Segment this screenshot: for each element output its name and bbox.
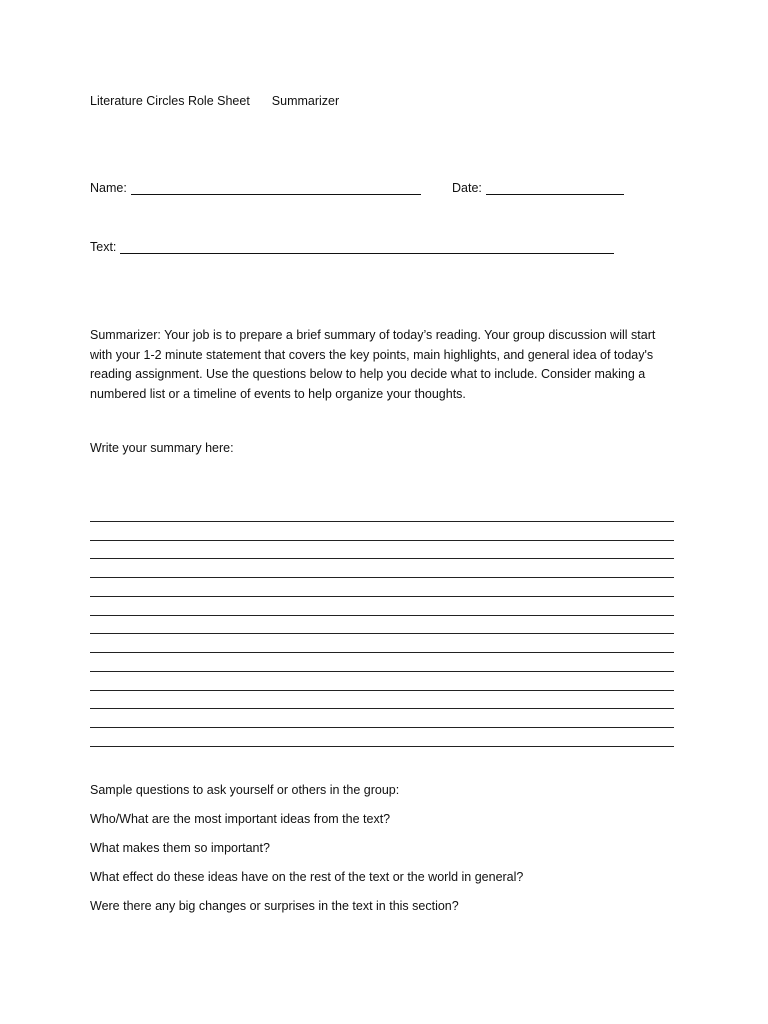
role-instructions: Summarizer: Your job is to prepare a brief summary of today’s reading. Your group discussion will start with your 1-2 minute statement that covers the key points, main highlights, and general idea of today's reading assignment. Use the questions below to help you decide what to include. Consider making a numbered list or a timeline of events to help organize your thoughts.: [90, 328, 656, 401]
summary-blank-line[interactable]: [90, 597, 674, 616]
summary-blank-line[interactable]: [90, 522, 674, 541]
text-blank-line[interactable]: [120, 241, 614, 254]
summary-blank-line[interactable]: [90, 578, 674, 597]
summary-blank-line[interactable]: [90, 691, 674, 710]
summary-writing-area[interactable]: [90, 503, 674, 747]
date-label: Date:: [452, 181, 482, 195]
summary-blank-line[interactable]: [90, 728, 674, 747]
sheet-title: [90, 94, 339, 108]
name-blank-line[interactable]: [131, 182, 421, 195]
name-field[interactable]: [90, 181, 421, 195]
text-label: Text:: [90, 240, 117, 254]
summary-blank-line[interactable]: [90, 653, 674, 672]
summary-prompt: Write your summary here:: [90, 441, 234, 455]
sample-question: Who/What are the most important ideas from the text?: [90, 812, 391, 826]
summary-blank-line[interactable]: [90, 709, 674, 728]
sample-question: Were there any big changes or surprises in the text in this section?: [90, 899, 459, 913]
summary-blank-line[interactable]: [90, 672, 674, 691]
date-blank-line[interactable]: [486, 182, 624, 195]
role-name: Summarizer: [271, 94, 340, 108]
summary-blank-line[interactable]: [90, 559, 674, 578]
summary-blank-line[interactable]: [90, 541, 674, 560]
sample-question: What makes them so important?: [90, 841, 270, 855]
sheet-title-text: Literature Circles Role Sheet: [90, 94, 250, 108]
name-label: Name:: [90, 181, 127, 195]
summary-blank-line[interactable]: [90, 503, 674, 522]
text-field[interactable]: [90, 240, 614, 254]
sample-question: What effect do these ideas have on the rest of the text or the world in general?: [90, 870, 524, 884]
date-field[interactable]: [452, 181, 624, 195]
summary-blank-line[interactable]: [90, 634, 674, 653]
summary-blank-line[interactable]: [90, 616, 674, 635]
sample-questions-intro: Sample questions to ask yourself or others in the group:: [90, 783, 400, 797]
